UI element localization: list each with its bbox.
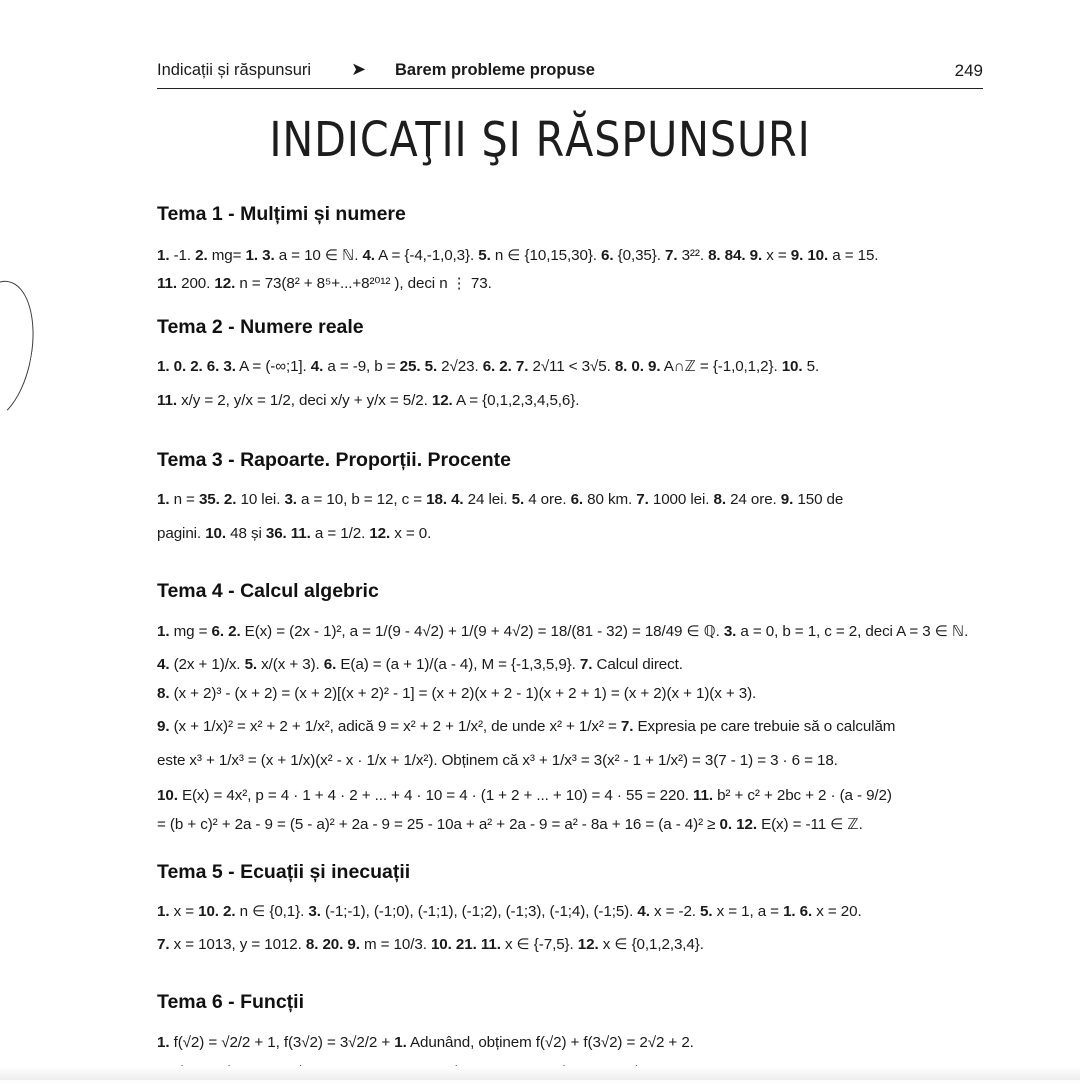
section-heading: Tema 2 - Numere reale xyxy=(157,316,364,338)
answer-line: 8. (x + 2)³ - (x + 2) = (x + 2)[(x + 2)² - 1] = (x + 2)(x + 2 - 1)(x + 2 + 1) = (x + 2)(x + 1)(x + 3). xyxy=(157,685,757,702)
header-section: Barem probleme propuse xyxy=(395,61,595,79)
section-tema-3 xyxy=(157,449,983,542)
answer-line: 11. 200. 12. n = 73(8² + 8⁵+...+8²⁰¹² ), deci n ⋮ 73. xyxy=(157,275,492,292)
answer-line: 11. x/y = 2, y/x = 1/2, deci x/y + y/x = 5/2. 12. A = {0,1,2,3,4,5,6}. xyxy=(157,392,580,409)
answer-line: 7. x = 1013, y = 1012. 8. 20. 9. m = 10/3. 10. 21. 11. x ∈ {-7,5}. 12. x ∈ {0,1,2,3,4}. xyxy=(157,936,704,953)
answer-line: 1. n = 35. 2. 10 lei. 3. a = 10, b = 12, c = 18. 4. 24 lei. 5. 4 ore. 6. 80 km. 7. 1000 lei. 8. 24 ore. 9. 150 de xyxy=(157,491,844,508)
answer-line: 1. x = 10. 2. n ∈ {0,1}. 3. (-1;-1), (-1;0), (-1;1), (-1;2), (-1;3), (-1;4), (-1;5). 4. x = -2. 5. x = 1, a = 1. 6. x = 20. xyxy=(157,903,862,920)
page-edge-curve xyxy=(0,275,44,427)
page-number: 249 xyxy=(954,61,983,80)
section-tema-6 xyxy=(157,991,983,1051)
section-heading: Tema 6 - Funcții xyxy=(157,991,304,1013)
running-header xyxy=(157,58,983,89)
section-tema-2 xyxy=(157,316,983,409)
answer-line: 1. f(√2) = √2/2 + 1, f(3√2) = 3√2/2 + 1. Adunând, obținem f(√2) + f(3√2) = 2√2 + 2. xyxy=(157,1034,694,1051)
section-tema-1 xyxy=(157,203,983,292)
answer-line: 9. (x + 1/x)² = x² + 2 + 1/x², adică 9 = x² + 2 + 1/x², de unde x² + 1/x² = 7. Expresia pe care trebuie să o calculăm xyxy=(157,718,896,735)
answer-line: 4. (2x + 1)/x. 5. x/(x + 3). 6. E(a) = (a + 1)/(a - 4), M = {-1,3,5,9}. 7. Calcul direct. xyxy=(157,656,683,673)
answer-line: = (b + c)² + 2a - 9 = (5 - a)² + 2a - 9 = 25 - 10a + a² + 2a - 9 = a² - 8a + 16 = (a - 4)² ≥ 0. 12. E(x) = -11 ∈ ℤ. xyxy=(157,816,863,833)
answer-line: 1. 0. 2. 6. 3. A = (-∞;1]. 4. a = -9, b = 25. 5. 2√23. 6. 2. 7. 2√11 < 3√5. 8. 0. 9. A∩ℤ = {-1,0,1,2}. 10. 5. xyxy=(157,358,820,375)
page-title: INDICAŢII ŞI RĂSPUNSURI xyxy=(269,112,811,168)
section-tema-4 xyxy=(157,580,983,833)
answer-line: 1. -1. 2. mg= 1. 3. a = 10 ∈ ℕ. 4. A = {-4,-1,0,3}. 5. n ∈ {10,15,30}. 6. {0,35}. 7. 3²². 8. 84. 9. x = 9. 10. a = 15. xyxy=(157,247,879,264)
arrow-icon: ➤ xyxy=(351,59,367,79)
section-tema-5 xyxy=(157,861,983,953)
answer-line: 10. E(x) = 4x², p = 4 · 1 + 4 · 2 + ... + 4 · 10 = 4 · (1 + 2 + ... + 10) = 4 · 55 = 220. 11. b² + c² + 2bc + 2 · (a - 9/2) xyxy=(157,787,892,804)
answer-line: 1. mg = 6. 2. E(x) = (2x - 1)², a = 1/(9 - 4√2) + 1/(9 + 4√2) = 18/(81 - 32) = 18/49 ∈ ℚ. 3. a = 0, b = 1, c = 2, deci A = 3 ∈ ℕ. xyxy=(157,623,969,640)
section-heading: Tema 4 - Calcul algebric xyxy=(157,580,379,602)
answer-line: este x³ + 1/x³ = (x + 1/x)(x² - x · 1/x + 1/x²). Obținem că x³ + 1/x³ = 3(x² - 1 + 1/x²) = 3(7 - 1) = 3 · 6 = 18. xyxy=(157,752,838,769)
section-heading: Tema 5 - Ecuații și inecuații xyxy=(157,861,411,883)
answer-line: pagini. 10. 48 și 36. 11. a = 1/2. 12. x = 0. xyxy=(157,525,432,542)
section-heading: Tema 3 - Rapoarte. Proporții. Procente xyxy=(157,449,511,471)
header-chapter: Indicații și răspunsuri xyxy=(157,61,312,79)
page-bottom-shadow xyxy=(0,1066,1080,1080)
section-heading: Tema 1 - Mulțimi și numere xyxy=(157,203,406,225)
